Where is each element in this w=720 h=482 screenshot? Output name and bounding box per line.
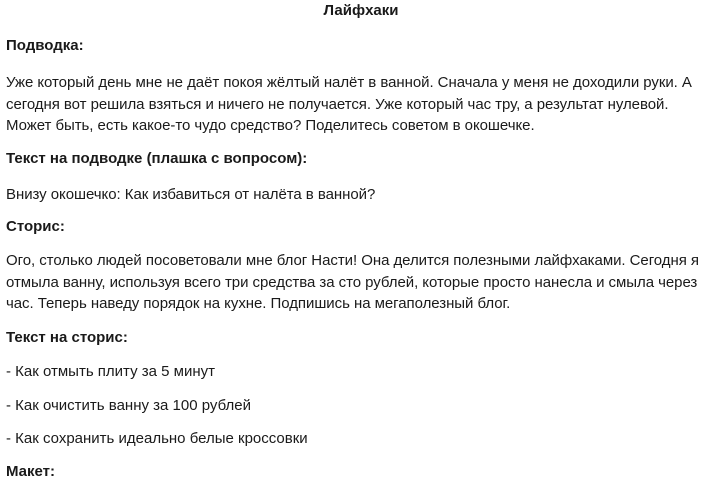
document-title: Лайфхаки <box>323 2 399 19</box>
list-item: - Как очистить ванну за 100 рублей <box>6 396 251 414</box>
section-heading-stories-text: Текст на сторис: <box>6 328 128 346</box>
list-item: - Как сохранить идеально белые кроссовки <box>6 429 308 447</box>
section-heading-mockup: Макет: <box>6 462 56 480</box>
section-heading-lead: Подводка: <box>6 37 84 54</box>
list-item: - Как отмыть плиту за 5 минут <box>6 362 216 380</box>
section-heading-lead-caption: Текст на подводке (плашка с вопросом): <box>6 149 308 167</box>
section-text-lead-caption: Внизу окошечко: Как избавиться от налёта в ванной? <box>6 185 376 203</box>
document-page <box>6 0 716 482</box>
section-heading-stories: Сторис: <box>6 218 65 235</box>
section-text-stories: Ого, столько людей посоветовали мне блог Насти! Она делится полезными лайфхаками. Сегодня я отмыла ванну, используя всего три средства за сто рублей, которые просто нанесла и смыла через час. Теперь наведу порядок на кухне. Подпишись на мегаполезный блог. <box>6 252 699 312</box>
section-text-lead: Уже который день мне не даёт покоя жёлтый налёт в ванной. Сначала у меня не доходили руки. А сегодня вот решила взяться и ничего не получается. Уже который час тру, а результат нулевой. Может быть, есть какое-то чудо средство? Поделитесь советом в окошечке. <box>6 74 692 134</box>
